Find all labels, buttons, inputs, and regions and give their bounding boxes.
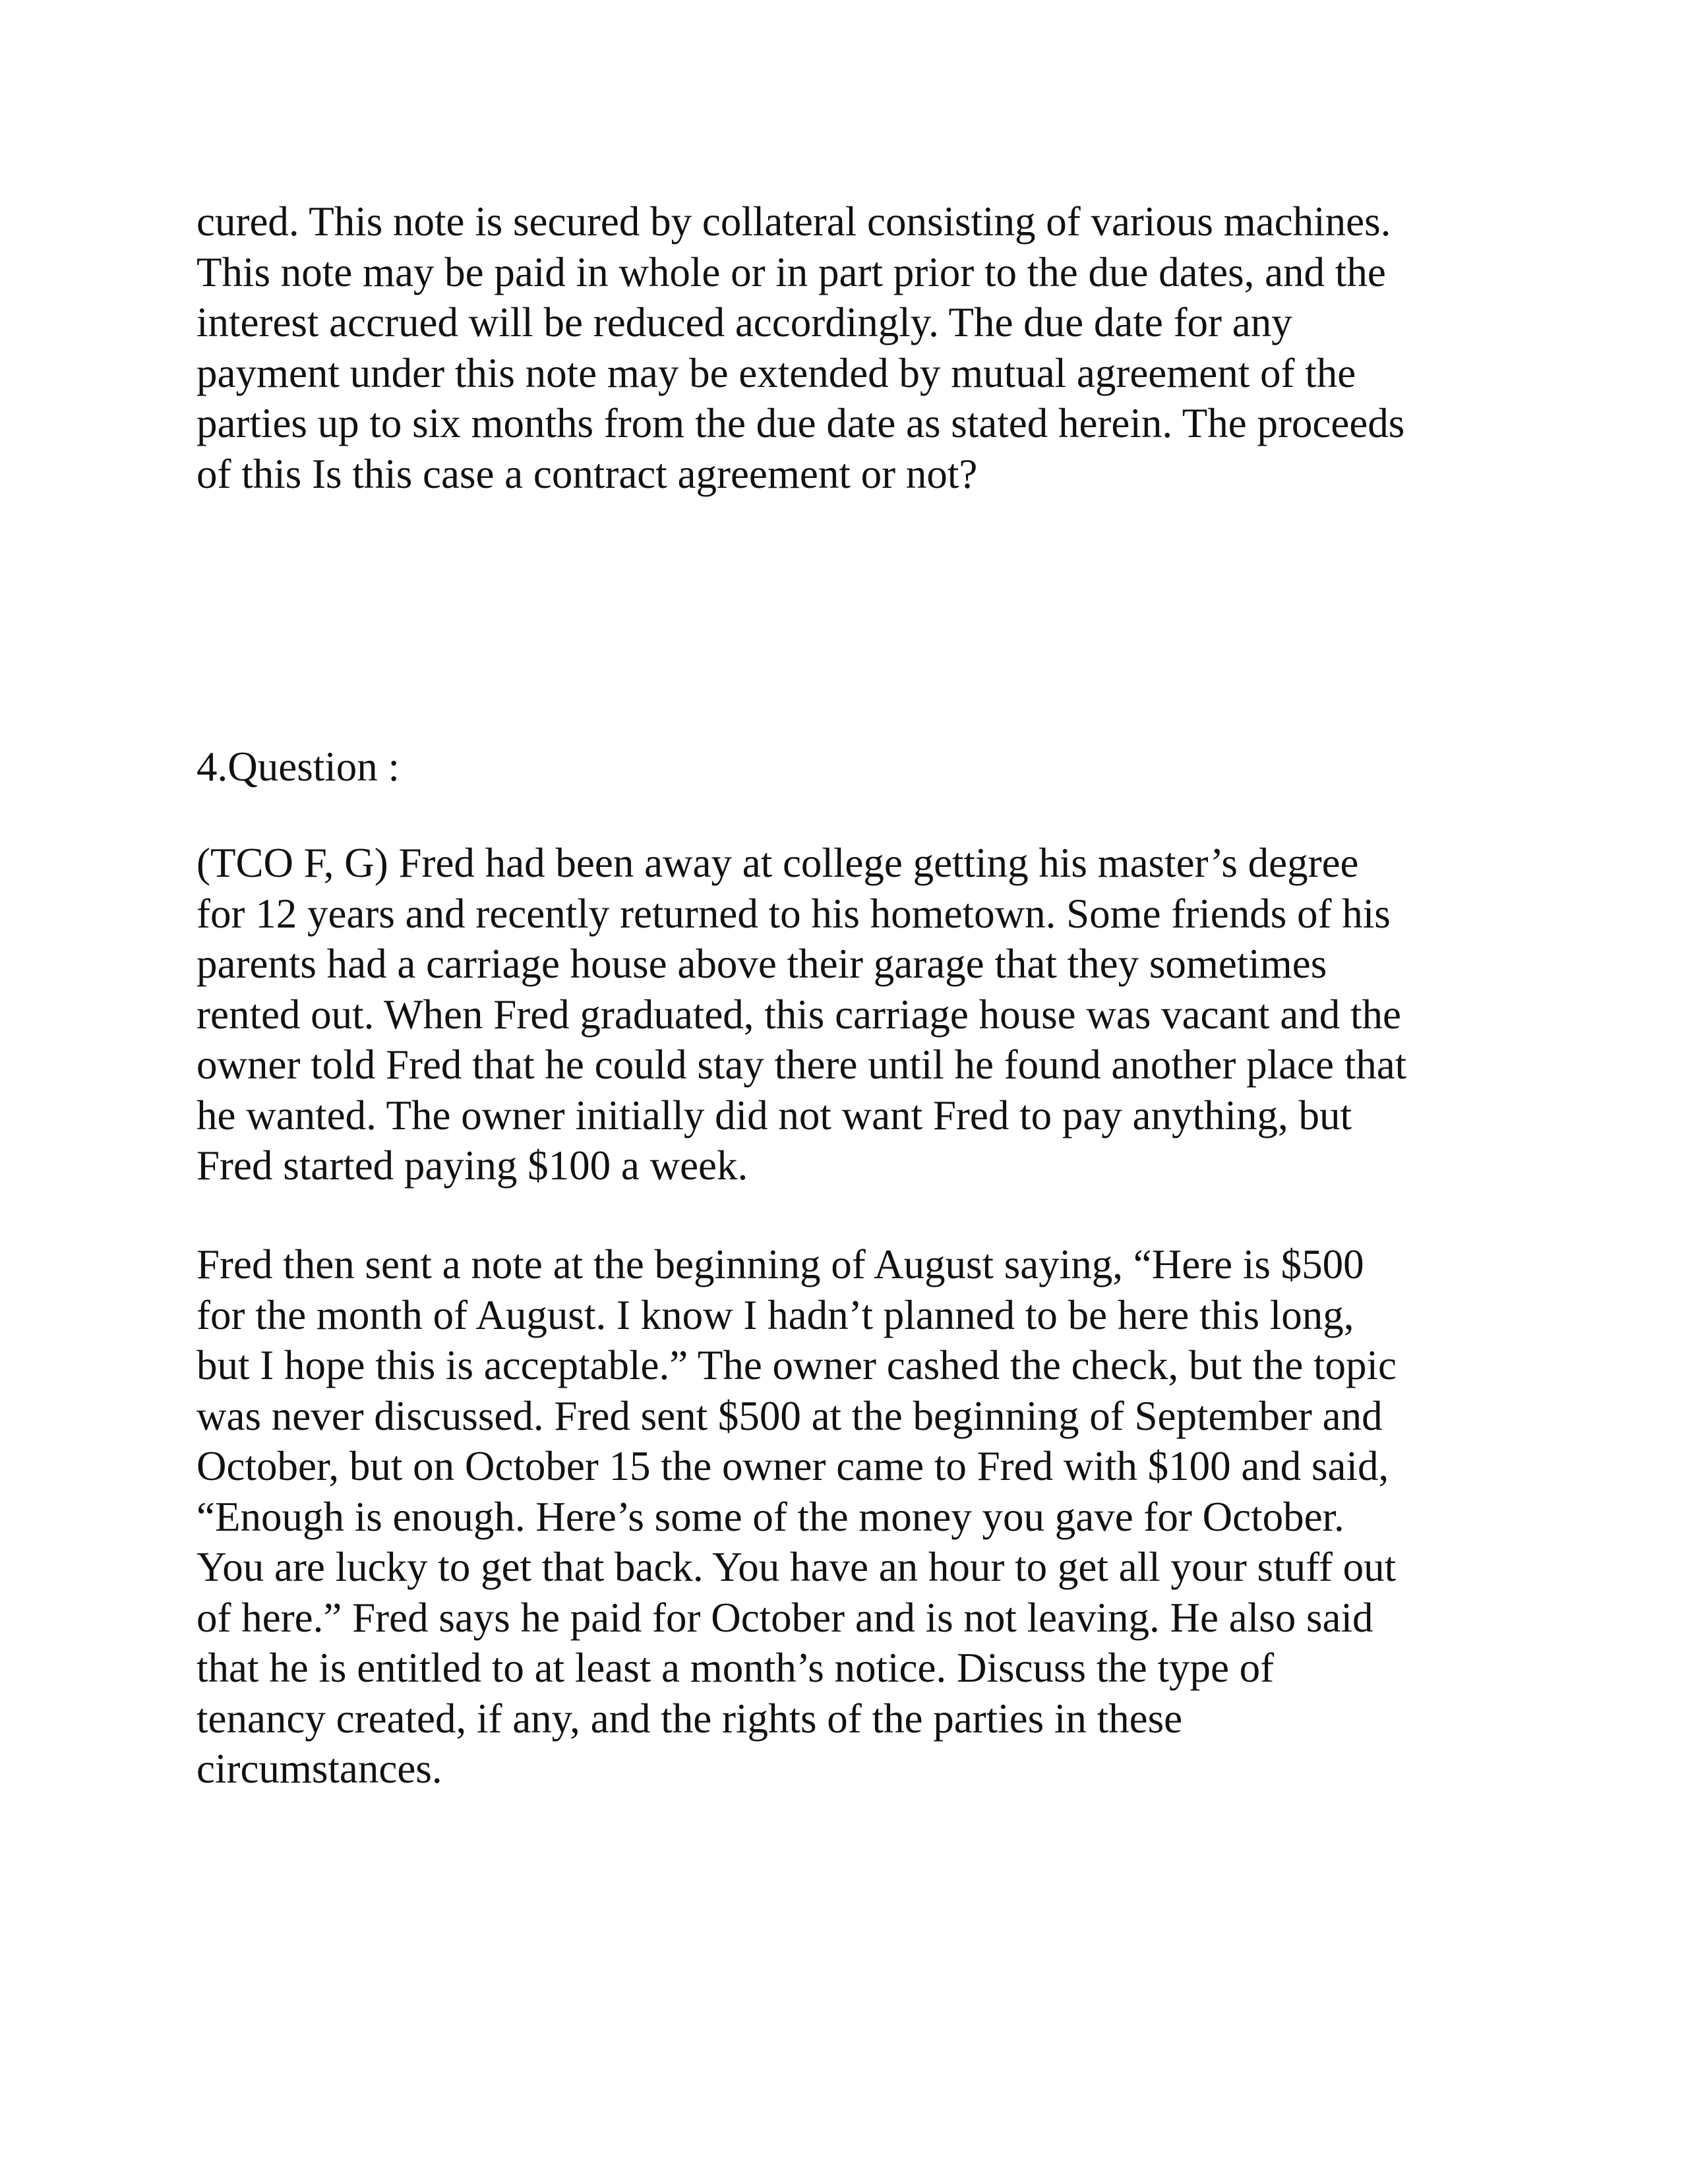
paragraph-question-details: Fred then sent a note at the beginning of August saying, “Here is $500 for the month of August. I know I hadn’t planned to be here this long, but I hope this is acceptable.” The owner cashed the check, but the topic was never discussed. Fred sent $500 at the beginning of September and October, but on October 15 the owner came to Fred with $100 and said, “Enough is enough. Here’s some of the money you gave for October. You are lucky to get that back. You have an hour to get all your stuff out of here.” Fred says he paid for October and is not leaving. He also said that he is entitled to at least a month’s notice. Discuss the type of tenancy created, if any, and the rights of the parties in these circumstances. <box>196 1241 1397 1792</box>
question-heading: 4.Question : <box>196 744 400 790</box>
paragraph-contract-note: cured. This note is secured by collateral consisting of various machines. This note may be paid in whole or in part prior to the due dates, and the interest accrued will be reduced accordingly. The due date for any payment under this note may be extended by mutual agreement of the parties up to six months from the due date as stated herein. The proceeds of this Is this case a contract agreement or not? <box>196 198 1405 497</box>
paragraph-question-intro: (TCO F, G) Fred had been away at college getting his master’s degree for 12 years and recently returned to his hometown. Some friends of his parents had a carriage house above their garage that they sometimes rented out. When Fred graduated, this carriage house was vacant and the owner told Fred that he could stay there until he found another place that he wanted. The owner initially did not want Fred to pay anything, but Fred started paying $100 a week. <box>196 840 1407 1189</box>
